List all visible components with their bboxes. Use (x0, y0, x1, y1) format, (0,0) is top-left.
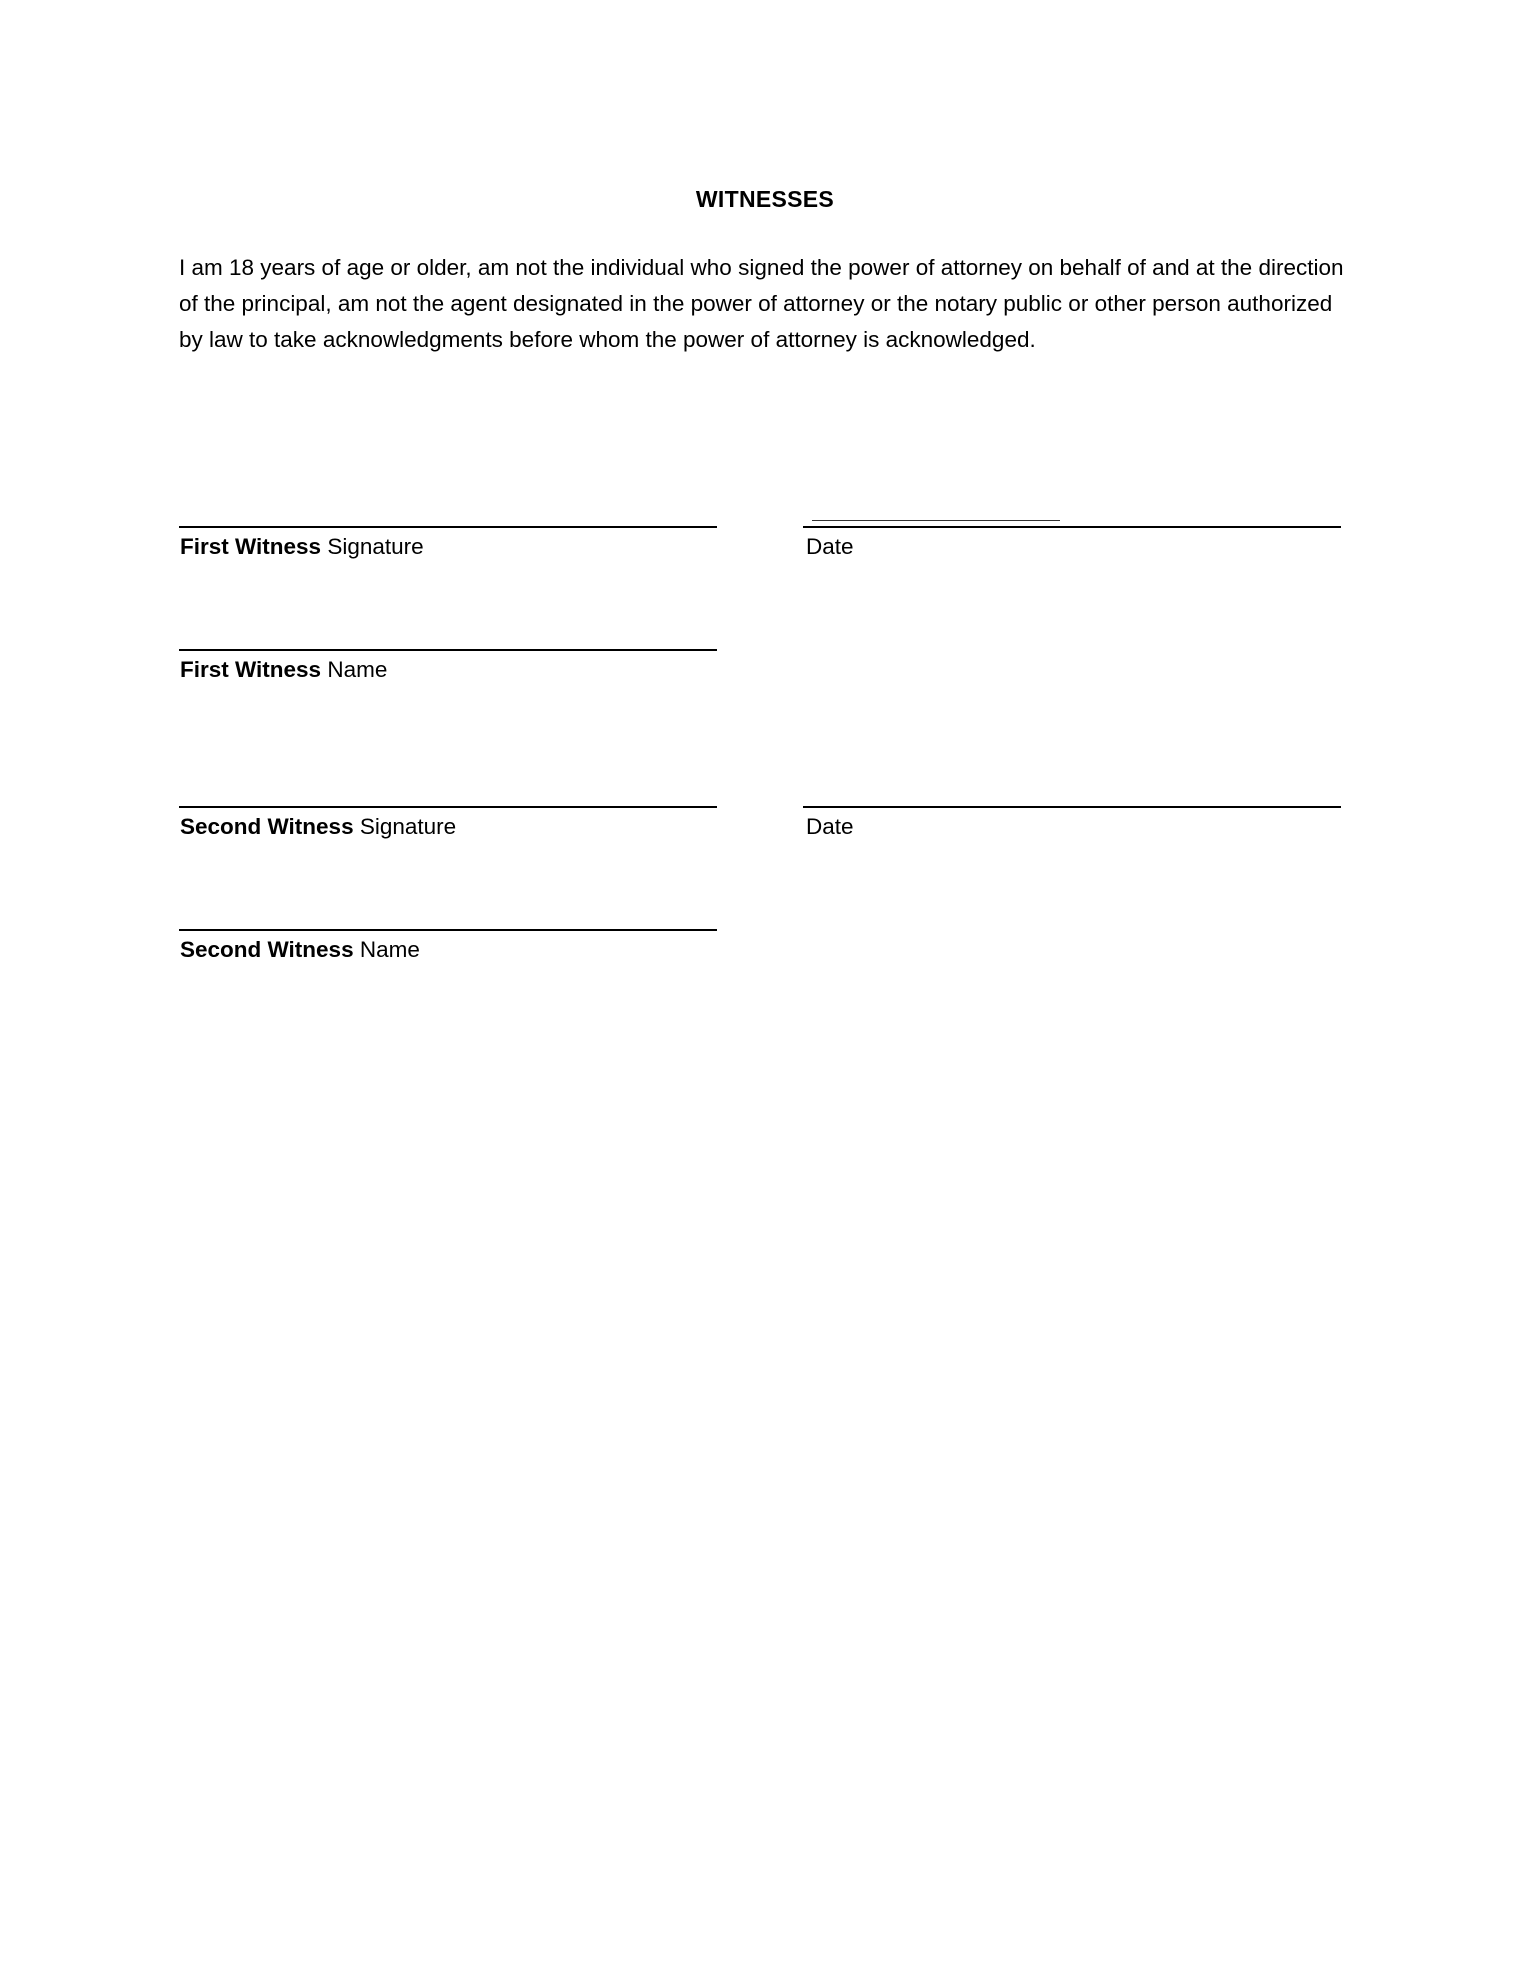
first-witness-date-short-line (812, 520, 1060, 521)
second-witness-signature-label-suffix: Signature (359, 814, 457, 839)
second-witness-signature-line[interactable] (179, 806, 717, 808)
second-witness-name-label-bold: Second Witness (180, 937, 354, 962)
first-witness-name-label (180, 657, 387, 683)
first-witness-signature-label-bold: First Witness (180, 534, 322, 559)
first-witness-signature-label (180, 534, 424, 560)
second-witness-signature-label (180, 814, 456, 840)
first-witness-signature-line[interactable] (179, 526, 717, 528)
second-witness-name-label-suffix: Name (359, 937, 420, 962)
second-witness-signature-label-bold: Second Witness (180, 814, 354, 839)
first-witness-date-label: Date (806, 534, 854, 559)
first-witness-name-label-suffix: Name (327, 657, 388, 682)
first-witness-date-line[interactable] (803, 526, 1341, 528)
page-title: WITNESSES (695, 186, 835, 212)
first-witness-signature-label-suffix: Signature (327, 534, 424, 559)
first-witness-name-line[interactable] (179, 649, 717, 651)
second-witness-name-label (180, 937, 420, 963)
second-witness-date-label: Date (806, 814, 854, 839)
first-witness-name-label-bold: First Witness (180, 657, 322, 682)
second-witness-date-line[interactable] (803, 806, 1341, 808)
witness-statement: I am 18 years of age or older, am not the individual who signed the power of attorney on behalf of and at the direction of the principal, am not the agent designated in the power of attorney or the notary public or other person authorized by law to take acknowledgments before whom the power of attorney is acknowledged. (179, 255, 1344, 352)
second-witness-name-line[interactable] (179, 929, 717, 931)
